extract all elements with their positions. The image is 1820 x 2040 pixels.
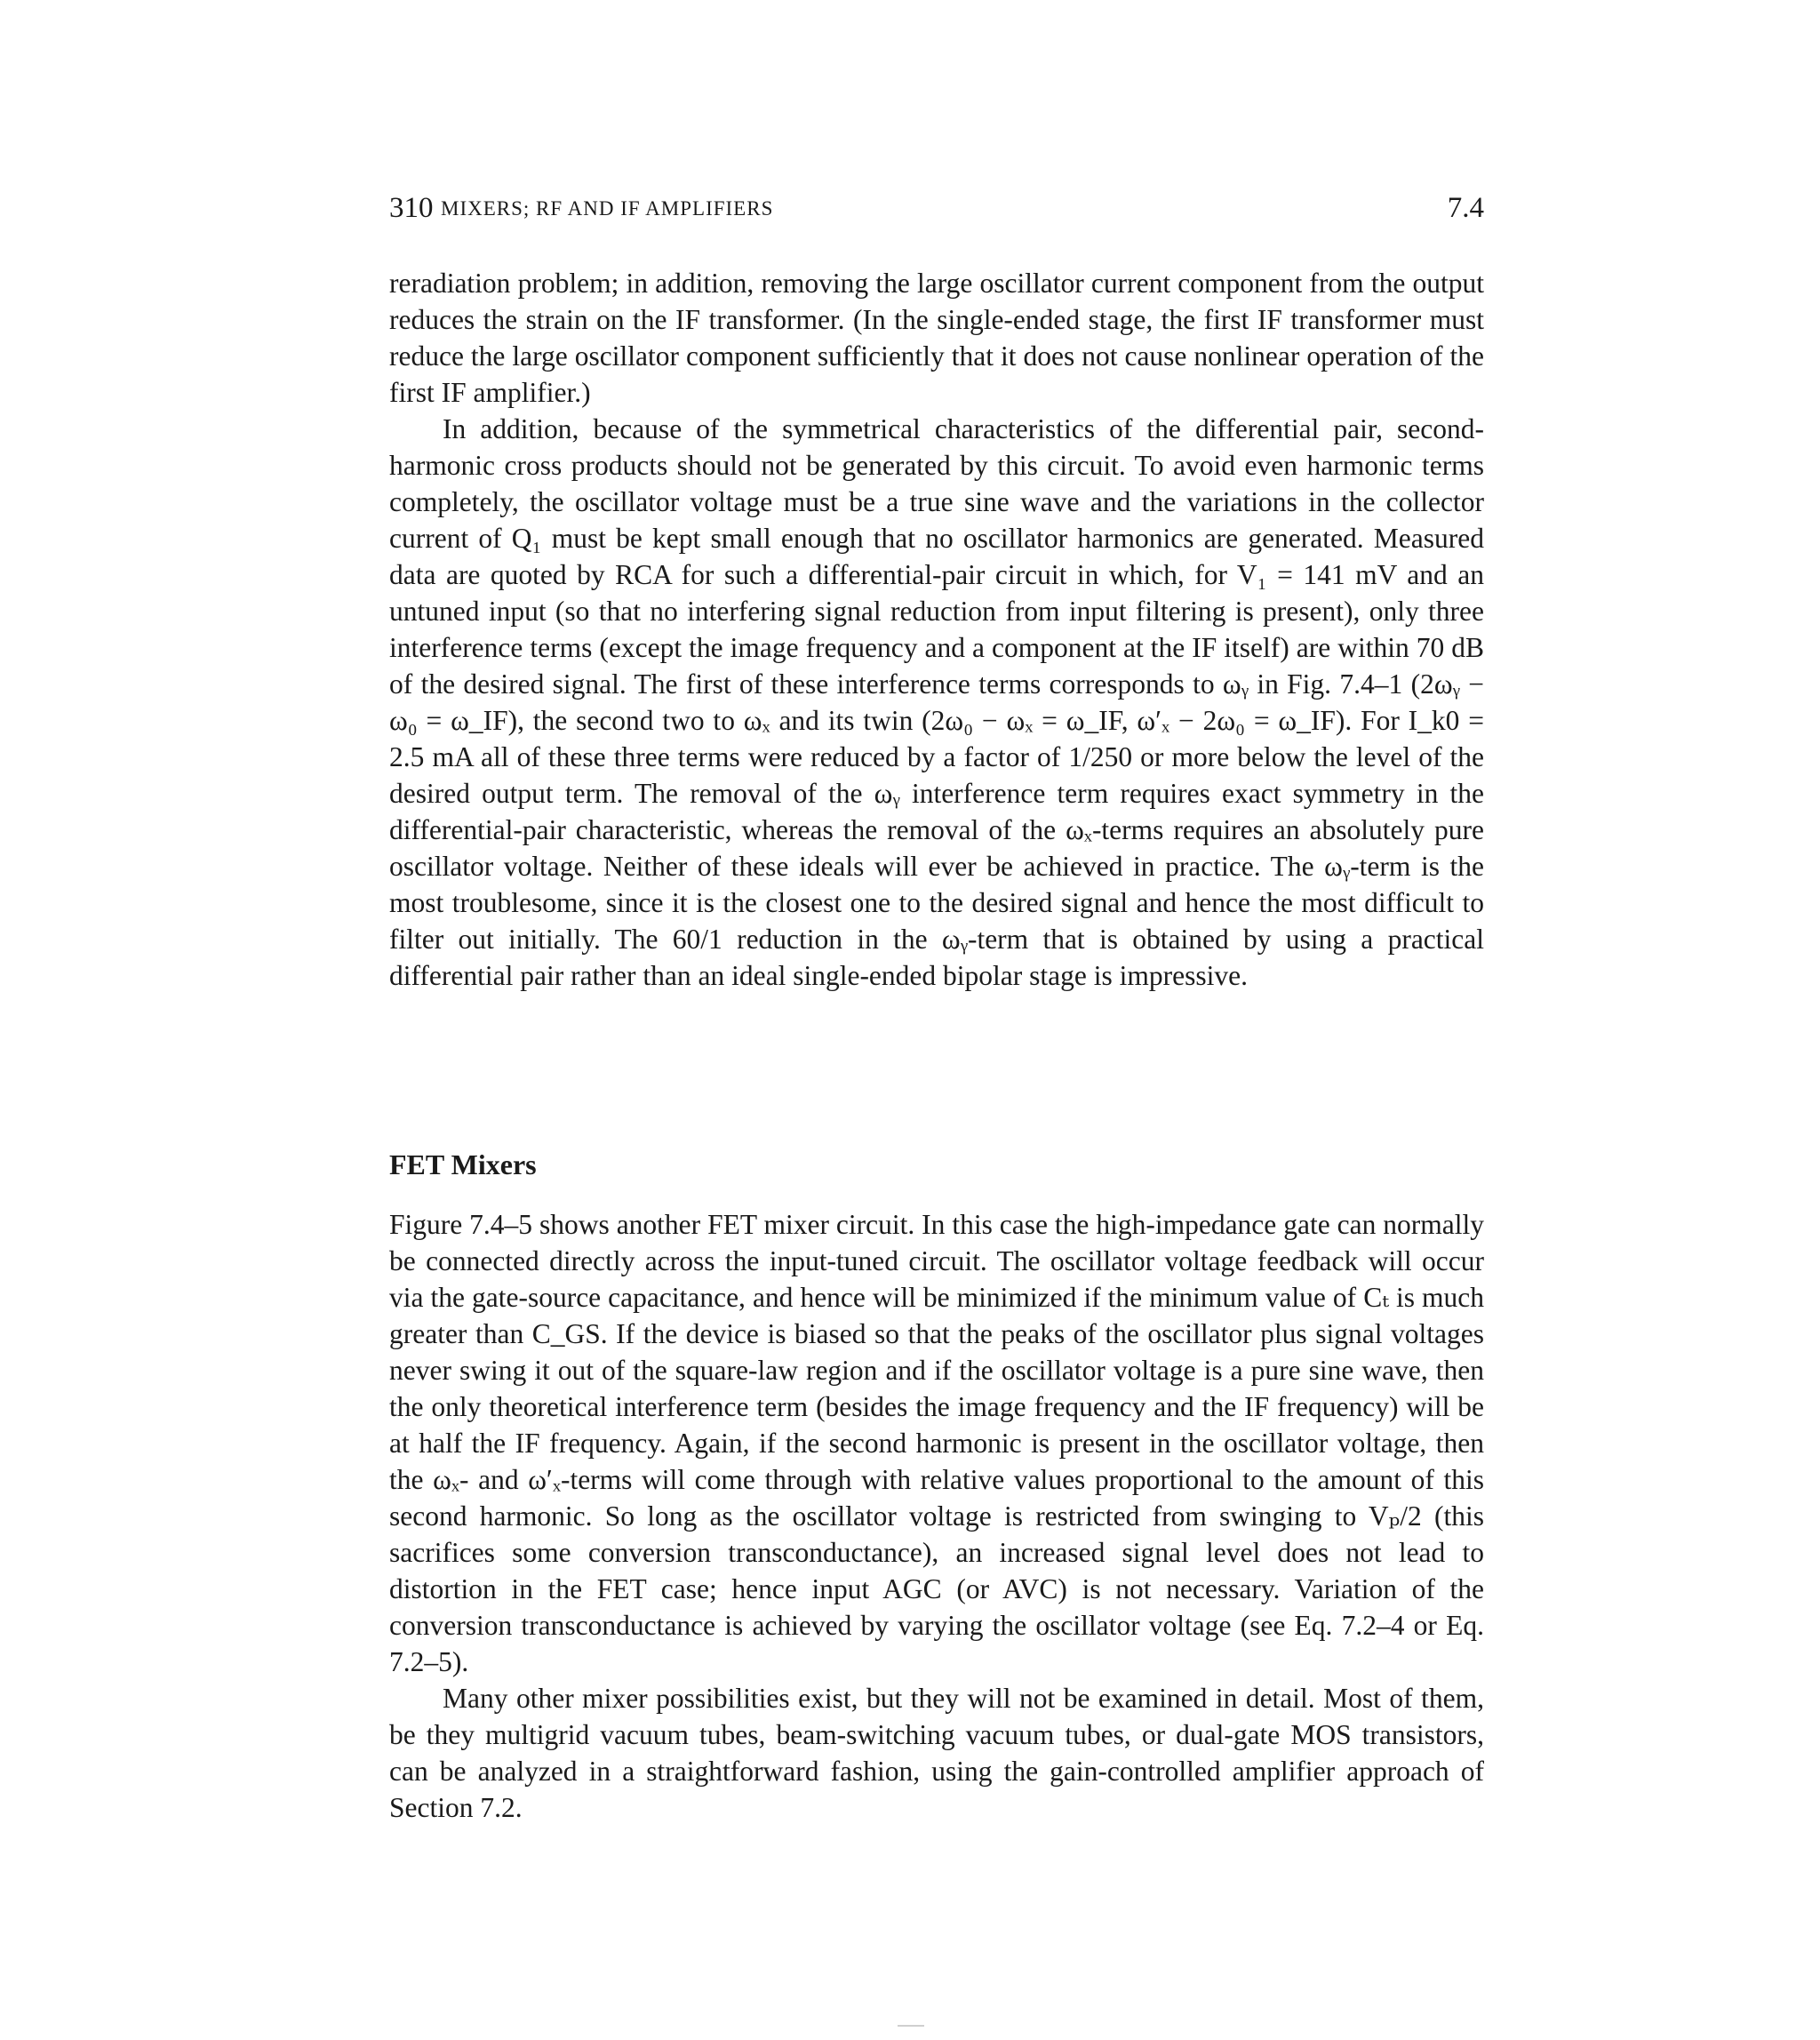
scan-mark (898, 2025, 924, 2027)
chapter-title: MIXERS; RF AND IF AMPLIFIERS (441, 197, 774, 220)
section-number: 7.4 (1447, 192, 1484, 224)
paragraph-other-mixers: Many other mixer possibilities exist, but they will not be examined in detail. Most of them, be they multigrid vacuum tubes, beam-switching vacuum tubes, or dual-gate MOS transistors, can be analyzed in a straightforward fashion, using the gain-controlled amplifier approach of Section 7.2. (389, 1683, 1484, 1823)
paragraph-reradiation: reradiation problem; in addition, removing the large oscillator current component from the output reduces the strain on the IF transformer. (In the single-ended stage, the first IF transformer must reduce the large oscillator component sufficiently that it does not cause nonlinear operation of the first IF amplifier.) (389, 268, 1484, 408)
running-head (389, 192, 1484, 231)
page-number: 310 (389, 192, 434, 224)
section-heading-fet-mixers: FET Mixers (389, 1148, 537, 1180)
paragraph-fet-mixer-circuit: Figure 7.4–5 shows another FET mixer circuit. In this case the high-impedance gate can normally be connected directly across the input-tuned circuit. The oscillator voltage feedback will occur via the gate-source capacitance, and hence will be minimized if the minimum value of Cₜ is much greater than C_GS. If the device is biased so that the peaks of the oscillator plus signal voltages never swing it out of the square-law region and if the oscillator voltage is a pure sine wave, then the only theoretical interference term (besides the image frequency and the IF frequency) will be at half the IF frequency. Again, if the second harmonic is present in the oscillator voltage, then the ωₓ- and ω′ₓ-terms will come through with relative values proportional to the amount of this second harmonic. So long as the oscillator voltage is restricted from swinging to Vₚ/2 (this sacrifices some conversion transconductance), an increased signal level does not lead to distortion in the FET case; hence input AGC (or AVC) is not necessary. Variation of the conversion transconductance is achieved by varying the oscillator voltage (see Eq. 7.2–4 or Eq. 7.2–5). (389, 1209, 1484, 1677)
body-text-bottom (389, 1206, 1484, 1826)
body-text-top (389, 265, 1484, 994)
paragraph-differential-pair: In addition, because of the symmetrical characteristics of the differential pair, second-harmonic cross products should not be generated by this circuit. To avoid even harmonic terms completely, the oscillator voltage must be a true sine wave and the variations in the collector current of Q₁ must be kept small enough that no oscillator harmonics are generated. Measured data are quoted by RCA for such a differential-pair circuit in which, for V₁ = 141 mV and an untuned input (so that no interfering signal reduction from input filtering is present), only three interference terms (except the image frequency and a component at the IF itself) are within 70 dB of the desired signal. The first of these interference terms corresponds to ωᵧ in Fig. 7.4–1 (2ωᵧ − ω₀ = ω_IF), the second two to ωₓ and its twin (2ω₀ − ωₓ = ω_IF, ω′ₓ − 2ω₀ = ω_IF). For I_k0 = 2.5 mA all of these three terms were reduced by a factor of 1/250 or more below the level of the desired output term. The removal of the ωᵧ interference term requires exact symmetry in the differential-pair characteristic, whereas the removal of the ωₓ-terms requires an absolutely pure oscillator voltage. Neither of these ideals will ever be achieved in practice. The ωᵧ-term is the most troublesome, since it is the closest one to the desired signal and hence the most difficult to filter out initially. The 60/1 reduction in the ωᵧ-term that is obtained by using a practical differential pair rather than an ideal single-ended bipolar stage is impressive. (389, 413, 1484, 991)
